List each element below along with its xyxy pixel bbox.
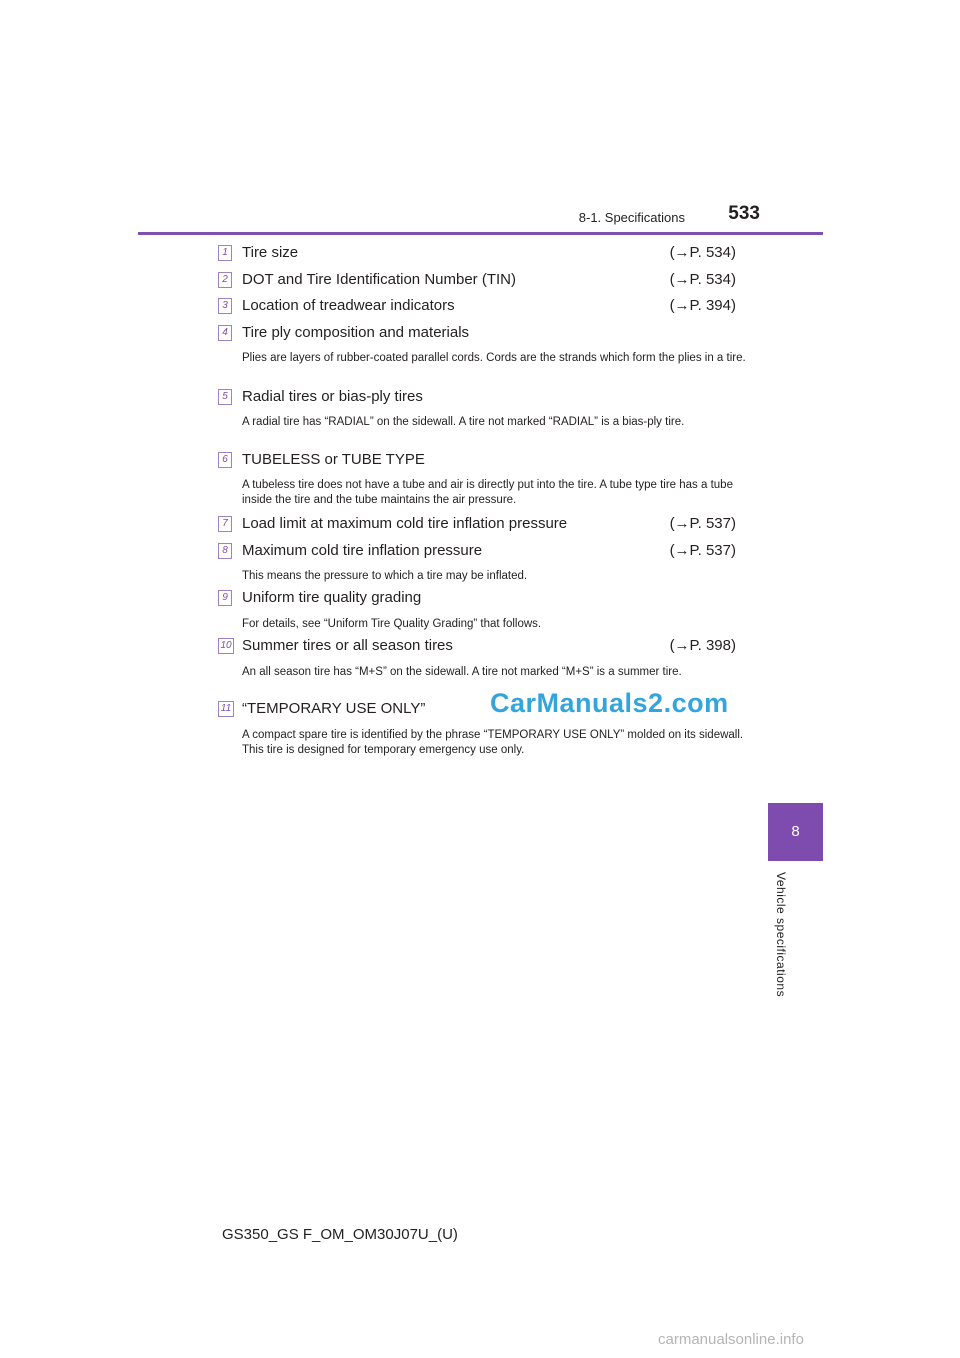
page-reference[interactable]: (→P. 534) [669,244,736,261]
entry-description: An all season tire has “M+S” on the sidewall. A tire not marked “M+S” is a summer tire. [242,666,682,678]
entry-description: Plies are layers of rubber-coated parallel cords. Cords are the strands which form the plies in a tire. [242,352,746,364]
entry-title: Tire ply composition and materials [242,324,470,341]
entry-description: A compact spare tire is identified by the phrase “TEMPORARY USE ONLY” molded on its sidewall. This tire is designed for temporary emergency use only. [242,729,744,756]
entry-description: A radial tire has “RADIAL” on the sidewall. A tire not marked “RADIAL” is a bias-ply tire. [242,416,685,428]
callout-number: 3 [218,298,232,314]
callout-number: 10 [218,638,234,654]
page-reference[interactable]: (→P. 537) [669,515,736,532]
entry-description: For details, see “Uniform Tire Quality Grading” that follows. [242,618,542,630]
callout-number: 1 [218,245,232,261]
callout-number: 11 [218,701,234,717]
callout-number: 7 [218,516,232,532]
entry-description: A tubeless tire does not have a tube and air is directly put into the tire. A tube type tire has a tube inside the tire and the tube maintains the air pressure. [242,479,733,506]
page-number: 533 [728,203,760,224]
page-reference[interactable]: (→P. 534) [669,271,736,288]
chapter-label-text: Vehicle specifications [774,872,788,998]
callout-number: 5 [218,389,232,405]
entry-title: Location of treadwear indicators [242,297,455,314]
entry-title: “TEMPORARY USE ONLY” [242,700,426,717]
site-watermark[interactable]: carmanualsonline.info [658,1331,804,1348]
page-reference[interactable]: (→P. 398) [669,637,736,654]
entry-title: Load limit at maximum cold tire inflation pressure [242,515,568,532]
callout-number: 8 [218,543,232,559]
chapter-tab[interactable] [768,803,823,861]
entry-title: TUBELESS or TUBE TYPE [242,451,425,468]
entry-description: This means the pressure to which a tire may be inflated. [242,570,528,582]
chapter-side-label [766,872,796,1022]
document-code: GS350_GS F_OM_OM30J07U_(U) [222,1226,458,1243]
entry-title: DOT and Tire Identification Number (TIN) [242,271,516,288]
callout-number: 4 [218,325,232,341]
page-reference[interactable]: (→P. 394) [669,297,736,314]
header-divider [138,232,823,235]
callout-number: 6 [218,452,232,468]
entry-title: Tire size [242,244,299,261]
callout-number: 2 [218,272,232,288]
watermark-logo[interactable]: CarManuals2.com [490,688,729,718]
entry-title: Maximum cold tire inflation pressure [242,542,483,559]
entry-title: Uniform tire quality grading [242,589,422,606]
page-reference[interactable]: (→P. 537) [669,542,736,559]
entry-title: Summer tires or all season tires [242,637,453,654]
chapter-number: 8 [791,823,800,840]
callout-number: 9 [218,590,232,606]
section-title: 8-1. Specifications [578,210,685,225]
entry-title: Radial tires or bias-ply tires [242,388,423,405]
